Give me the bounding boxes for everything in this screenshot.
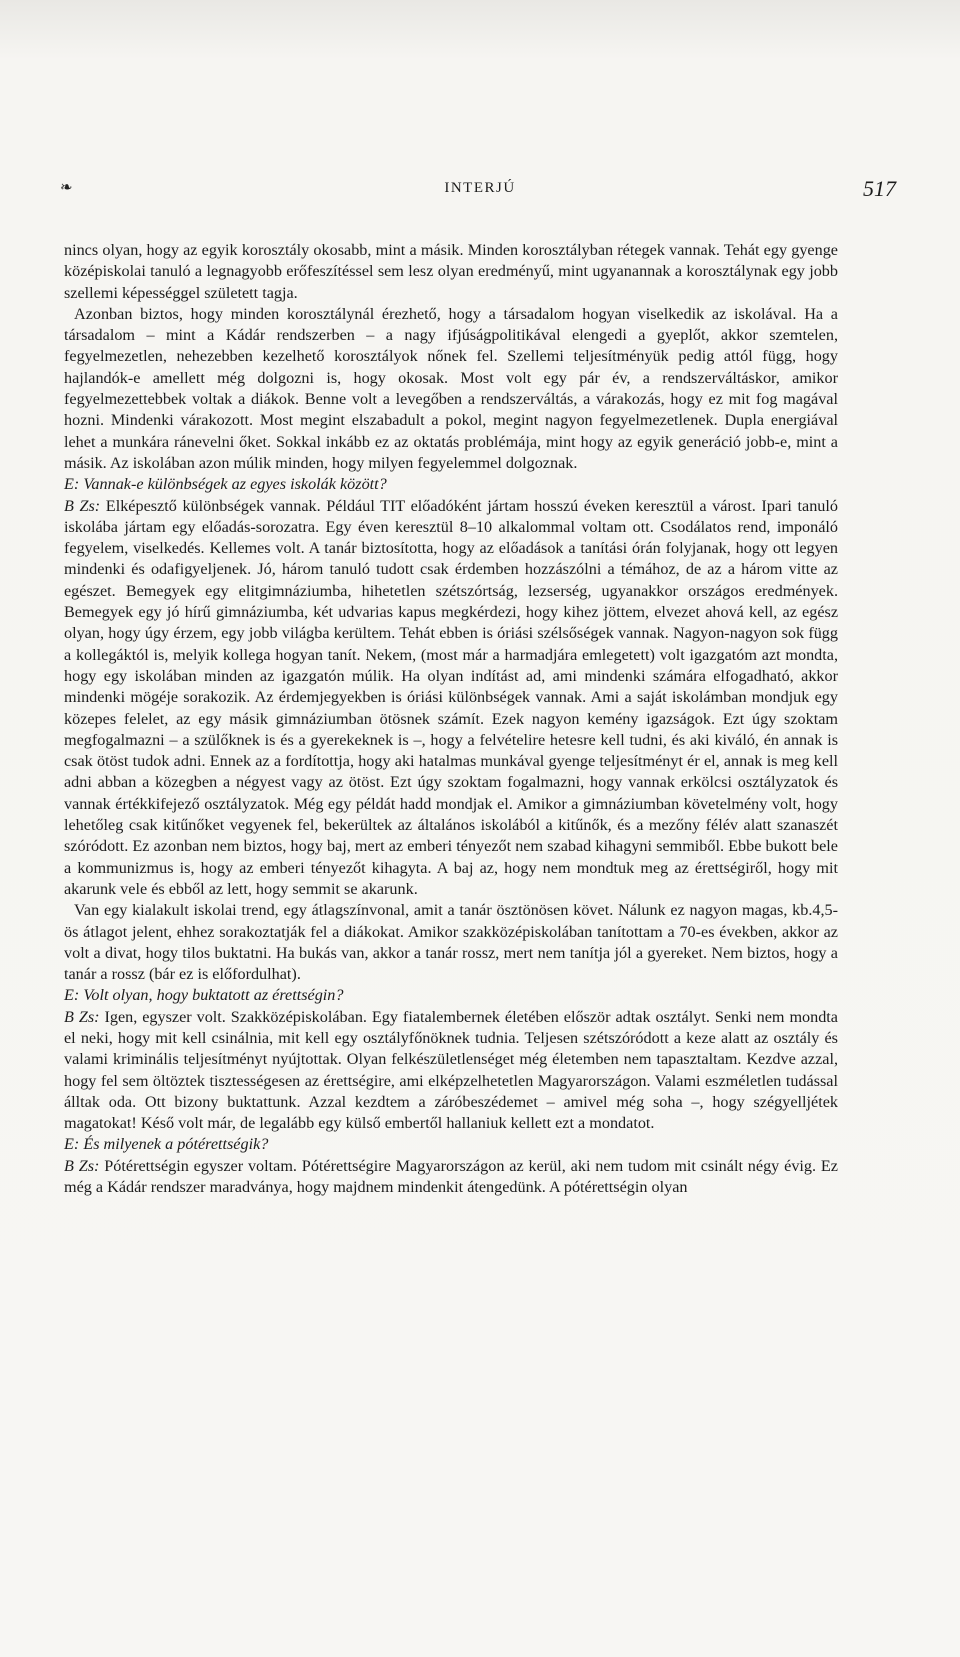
answer-text: Pótérettségin egyszer voltam. Pótérettségire Magyarországon az kerül, aki nem tudom mit csinált négy évig. Ez még a Kádár rendszer maradványa, hogy majdnem mindenkit átengedünk. A pótérettségin olyan — [64, 1156, 838, 1197]
paragraph: nincs olyan, hogy az egyik korosztály okosabb, mint a másik. Minden korosztályban rétegek vannak. Tehát egy gyenge középiskolai tanuló a legnagyobb erőfeszítéssel sem lesz olyan eredményű, mint ugyanannak a korosztálynak egy jobb szellemi képességgel született tagja. — [64, 241, 838, 302]
interview-answer — [64, 1156, 838, 1199]
paragraph: Van egy kialakult iskolai trend, egy átlagszínvonal, amit a tanár ösztönösen követ. Nálunk ez nagyon magas, kb.4,5-ös átlagot jelent, ehhez sorakoztatják fel a diákokat. Amikor szakközépiskolában tanítottam a 70-es években, akkor az volt a divat, hogy tilos buktatni. Ha bukás van, akkor a tanár rossz, mert nem tanítja jól a gyereket. Nem biztos, hogy a tanár a rossz (bár ez is előfordulhat). — [64, 901, 838, 984]
page-header — [60, 176, 900, 206]
speaker-label: B Zs: — [64, 496, 101, 515]
interview-question: E: Vannak-e különbségek az egyes iskolák között? — [64, 475, 387, 494]
paragraph: Azonban biztos, hogy minden korosztálynál érezhető, hogy a társadalom hogyan viselkedik az iskolával. Ha a társadalom – mint a Kádár rendszerben – a nagy ifjúságpolitikával elengedi a gyeplőt, akkor szemtelen, fegyelmezetlen, nehezebben kezelhető korosztályok nőnek fel. Szellemi teljesítményük pedig attól függ, hogy hajlandók-e amellett még dolgozni is, hogy okosak. Most volt egy pár év, a rendszerváltáskor, amikor fegyelmezettebbek voltak a diákok. Benne volt a levegőben a rendszerváltás, a várakozás, hogy ez mit fog magával hozni. Mindenki várakozott. Most megint elszabadult a pokol, megint nagyon fegyelmezetlenek. Dupla energiával lehet a munkára ránevelni őket. Sokkal inkább ez az oktatás problémája, mint hogy az egyik generáció jobb-e, mint a másik. Az iskolában azon múlik minden, hogy milyen fegyelemmel dolgoznak. — [64, 304, 838, 472]
answer-text: Igen, egyszer volt. Szakközépiskolában. Egy fiatalembernek életében először adtak osztályt. Senki nem mondta el neki, hogy mit kell csinálnia, mit kell egy osztályfőnöknek tudnia. Teljesen szétszóródott a keze alatt az osztály és valami kriminális teljesítményt nyújtottak. Olyan felkészületlenséget még életemben nem tapasztaltam. Kezdve azzal, hogy fel sem öltöztek tisztességesen az érettségire, ami elképzelhetetlen Magyarországon. Valami eszméletlen tudással álltak oda. Ott bizony buktattunk. Azzal kezdtem a záróbeszédemet – amivel még soha –, hogy szégyelljétek magatokat! Késő volt már, de legalább egy külső embertől hallaniuk kellett ezt a mondatot. — [64, 1007, 838, 1133]
interview-answer — [64, 496, 838, 901]
speaker-label: B Zs: — [64, 1156, 100, 1175]
answer-text: Elképesztő különbségek vannak. Például TIT előadóként jártam hosszú éveken keresztül a várost. Ipari tanuló iskolába jártam egy előadás-sorozatra. Egy éven keresztül 8–10 alkalommal voltam ott. Csodálatos rend, imponáló fegyelem, viselkedés. Kellemes volt. A tanár biztosította, hogy az előadások a tanítási órán folyjanak, hogy ott legyen mindenki és odafigyeljenek. Jó, három tanuló tudott csak érdemben hozzászólni a témához, de az a három vitte az egészet. Bemegyek egy elitgimnáziumba, hihetetlen szétszórtság, lezserség, ugyanakkor országos eredmények. Bemegyek egy jó hírű gimnáziumba, két udvarias kapus megkérdezi, hogy kihez jöttem, elvezet ahová kell, az egész olyan, hogy úgy érzem, egy jobb világba kerültem. Tehát ebben is óriási szélsőségek vannak. Nagyon-nagyon sok függ a kollegáktól is, melyik kollega hogyan tanít. Nekem, (most már a harmadjára emlegetett) volt igazgatóm azt mondta, hogy egy iskolában minden az igazgatón múlik. Ha olyan indítást ad, ami mindenki számára elfogadható, akkor mindenki mögéje sorakozik. Az érdemjegyekben is óriási különbségek vannak. Ami a saját iskolámban mondjuk egy közepes felelet, az egy másik gimnáziumban ötösnek számít. Ezek nagyon kemény igazságok. Ezt úgy szoktam megfogalmazni – a szülőknek is és a gyerekeknek is –, hogy a felvételire hetesre kell tudni, és aki kiváló, én annak is csak ötöst tudok adni. Ennek az a fordítottja, hogy aki hatalmas munkával gyenge teljesítményt ér el, annak is meg kell adni abban a közegben a négyest vagy az ötöst. Ezt úgy szoktam fogalmazni, hogy vannak erkölcsi osztályzatok és vannak értékkifejező osztályzatok. Még egy példát hadd mondjak el. Amikor a gimnáziumban követelmény volt, hogy lehetőleg csak kitűnőket vegyenek fel, bekerültek az általános iskolából a kitűnők, és a mezőny félév alatt szanaszét szóródott. Ez azonban nem biztos, hogy baj, mert az emberi tényezőt nem szabad kihagyni semmiből. Ebbe bukott bele a kommunizmus is, hogy az emberi tényezőt kihagyta. A baj az, hogy nem mondtuk meg az érettségiről, hogy mit akarunk vele és ebből az lett, hogy semmit se akarunk. — [64, 496, 838, 898]
interview-question: E: És milyenek a pótérettségik? — [64, 1135, 269, 1154]
ornament-icon: ❧ — [60, 180, 73, 196]
body-text — [64, 240, 838, 1198]
speaker-label: B Zs: — [64, 1007, 100, 1026]
interview-question: E: Volt olyan, hogy buktatott az érettségin? — [64, 986, 344, 1005]
running-head: INTERJÚ — [444, 180, 516, 196]
page-number: 517 — [863, 176, 896, 201]
interview-answer — [64, 1007, 838, 1135]
